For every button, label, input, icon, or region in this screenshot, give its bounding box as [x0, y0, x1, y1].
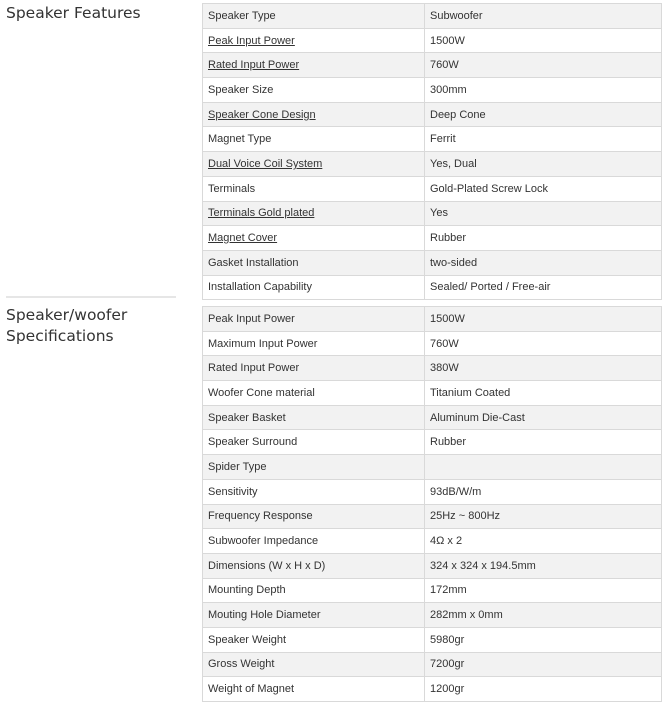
- spec-label-cell: [203, 4, 425, 29]
- table-row: [203, 504, 662, 529]
- table-row: [203, 53, 662, 78]
- spec-label-cell: [203, 455, 425, 480]
- spec-label: Terminals: [208, 182, 256, 195]
- spec-label: Sensitivity: [208, 485, 258, 498]
- spec-value-cell: [425, 553, 662, 578]
- spec-label: Dimensions (W x H x D): [208, 559, 326, 572]
- spec-label: Speaker Surround: [208, 436, 298, 449]
- spec-label-link[interactable]: Speaker Cone Design: [208, 108, 316, 121]
- table-row: [203, 307, 662, 332]
- spec-label-cell: [203, 250, 425, 275]
- table-row: [203, 4, 662, 29]
- table-row: [203, 652, 662, 677]
- spec-label: Magnet Type: [208, 133, 272, 146]
- spec-label-cell: [203, 201, 425, 226]
- spec-value-cell: [425, 529, 662, 554]
- spec-label-cell: [203, 603, 425, 628]
- spec-label: Gasket Installation: [208, 256, 299, 269]
- spec-value: Titanium Coated: [430, 386, 511, 399]
- spec-label-cell: [203, 176, 425, 201]
- spec-label-cell: [203, 307, 425, 332]
- spec-value: 172mm: [430, 584, 467, 597]
- table-row: [203, 226, 662, 251]
- spec-value-cell: [425, 405, 662, 430]
- features-table: [202, 3, 662, 300]
- spec-value-cell: [425, 275, 662, 300]
- spec-label: Gross Weight: [208, 658, 275, 671]
- spec-value: Rubber: [430, 436, 467, 449]
- spec-value-cell: [425, 78, 662, 103]
- spec-value-cell: [425, 250, 662, 275]
- table-row: [203, 28, 662, 53]
- spec-label: Subwoofer Impedance: [208, 535, 319, 548]
- spec-label: Mouting Hole Diameter: [208, 609, 321, 622]
- spec-value: 1500W: [430, 34, 465, 47]
- spec-label-link[interactable]: Peak Input Power: [208, 34, 295, 47]
- spec-label-cell: [203, 529, 425, 554]
- spec-label-cell: [203, 405, 425, 430]
- table-row: [203, 152, 662, 177]
- spec-value-cell: [425, 226, 662, 251]
- spec-label-cell: [203, 381, 425, 406]
- spec-value-cell: [425, 356, 662, 381]
- spec-value: 760W: [430, 337, 459, 350]
- table-row: [203, 479, 662, 504]
- spec-value-cell: [425, 28, 662, 53]
- spec-label-link[interactable]: Rated Input Power: [208, 59, 300, 72]
- spec-value-cell: [425, 627, 662, 652]
- spec-label-cell: [203, 578, 425, 603]
- spec-label-cell: [203, 430, 425, 455]
- spec-value: 380W: [430, 362, 459, 375]
- spec-label-cell: [203, 102, 425, 127]
- table-row: [203, 381, 662, 406]
- spec-label-cell: [203, 553, 425, 578]
- spec-value: 93dB/W/m: [430, 485, 482, 498]
- spec-value-cell: [425, 504, 662, 529]
- table-row: [203, 331, 662, 356]
- table-row: [203, 529, 662, 554]
- spec-value: Deep Cone: [430, 108, 486, 121]
- spec-label: Mounting Depth: [208, 584, 286, 597]
- table-row: [203, 430, 662, 455]
- spec-value: 282mm x 0mm: [430, 609, 503, 622]
- table-row: [203, 78, 662, 103]
- spec-value-cell: [425, 152, 662, 177]
- spec-label: Speaker Type: [208, 9, 276, 22]
- spec-label-link[interactable]: Terminals Gold plated: [208, 207, 315, 220]
- specifications-title: Speaker/woofer Specifications: [6, 306, 128, 345]
- spec-value-cell: [425, 430, 662, 455]
- spec-value: 1500W: [430, 312, 465, 325]
- spec-value-cell: [425, 578, 662, 603]
- spec-label-cell: [203, 627, 425, 652]
- spec-value: Yes, Dual: [430, 157, 477, 170]
- spec-label-cell: [203, 652, 425, 677]
- table-row: [203, 627, 662, 652]
- spec-label-cell: [203, 78, 425, 103]
- spec-label: Weight of Magnet: [208, 683, 295, 696]
- spec-value-cell: [425, 652, 662, 677]
- section-divider: [6, 296, 176, 298]
- spec-label-cell: [203, 152, 425, 177]
- spec-value: Ferrit: [430, 133, 456, 146]
- spec-value-cell: [425, 331, 662, 356]
- table-row: [203, 176, 662, 201]
- spec-value-cell: [425, 455, 662, 480]
- spec-label-cell: [203, 28, 425, 53]
- spec-label-cell: [203, 504, 425, 529]
- spec-value: 324 x 324 x 194.5mm: [430, 559, 536, 572]
- spec-value: two-sided: [430, 256, 478, 269]
- spec-value-cell: [425, 677, 662, 702]
- spec-label: Maximum Input Power: [208, 337, 318, 350]
- table-row: [203, 553, 662, 578]
- spec-label: Frequency Response: [208, 510, 313, 523]
- spec-value: 4Ω x 2: [430, 535, 463, 548]
- spec-value: 5980gr: [430, 633, 465, 646]
- spec-label: Speaker Weight: [208, 633, 287, 646]
- table-row: [203, 250, 662, 275]
- spec-value: 7200gr: [430, 658, 465, 671]
- spec-value-cell: [425, 603, 662, 628]
- spec-label-link[interactable]: Dual Voice Coil System: [208, 157, 323, 170]
- table-row: [203, 677, 662, 702]
- table-row: [203, 578, 662, 603]
- spec-value-cell: [425, 381, 662, 406]
- spec-value-cell: [425, 479, 662, 504]
- spec-label-cell: [203, 127, 425, 152]
- spec-label: Woofer Cone material: [208, 386, 315, 399]
- spec-label-cell: [203, 226, 425, 251]
- spec-label-cell: [203, 677, 425, 702]
- spec-label: Peak Input Power: [208, 312, 295, 325]
- spec-value: 760W: [430, 59, 459, 72]
- spec-value-cell: [425, 201, 662, 226]
- table-row: [203, 201, 662, 226]
- spec-value: Rubber: [430, 232, 467, 245]
- table-row: [203, 405, 662, 430]
- spec-label-cell: [203, 53, 425, 78]
- table-row: [203, 356, 662, 381]
- spec-value-cell: [425, 127, 662, 152]
- spec-label-cell: [203, 356, 425, 381]
- spec-label-link[interactable]: Magnet Cover: [208, 232, 278, 245]
- table-row: [203, 455, 662, 480]
- spec-label: Installation Capability: [208, 281, 312, 294]
- spec-value-cell: [425, 176, 662, 201]
- table-row: [203, 603, 662, 628]
- table-row: [203, 127, 662, 152]
- spec-value-cell: [425, 4, 662, 29]
- spec-label-cell: [203, 331, 425, 356]
- spec-value: Yes: [430, 207, 448, 220]
- spec-value: Sealed/ Ported / Free-air: [430, 281, 551, 294]
- specifications-table: [202, 306, 662, 702]
- table-row: [203, 275, 662, 300]
- spec-label: Speaker Basket: [208, 411, 286, 424]
- spec-value-cell: [425, 307, 662, 332]
- spec-value: 1200gr: [430, 683, 465, 696]
- spec-value: 300mm: [430, 83, 467, 96]
- spec-label-cell: [203, 479, 425, 504]
- spec-value: Gold-Plated Screw Lock: [430, 182, 548, 195]
- spec-value: Subwoofer: [430, 9, 483, 22]
- table-row: [203, 102, 662, 127]
- spec-label-cell: [203, 275, 425, 300]
- spec-label: Speaker Size: [208, 83, 274, 96]
- spec-label: Rated Input Power: [208, 362, 300, 375]
- spec-value-cell: [425, 102, 662, 127]
- spec-value: 25Hz ~ 800Hz: [430, 510, 501, 523]
- features-title: Speaker Features: [6, 4, 141, 22]
- spec-value-cell: [425, 53, 662, 78]
- spec-value: Aluminum Die-Cast: [430, 411, 525, 424]
- spec-label: Spider Type: [208, 460, 267, 473]
